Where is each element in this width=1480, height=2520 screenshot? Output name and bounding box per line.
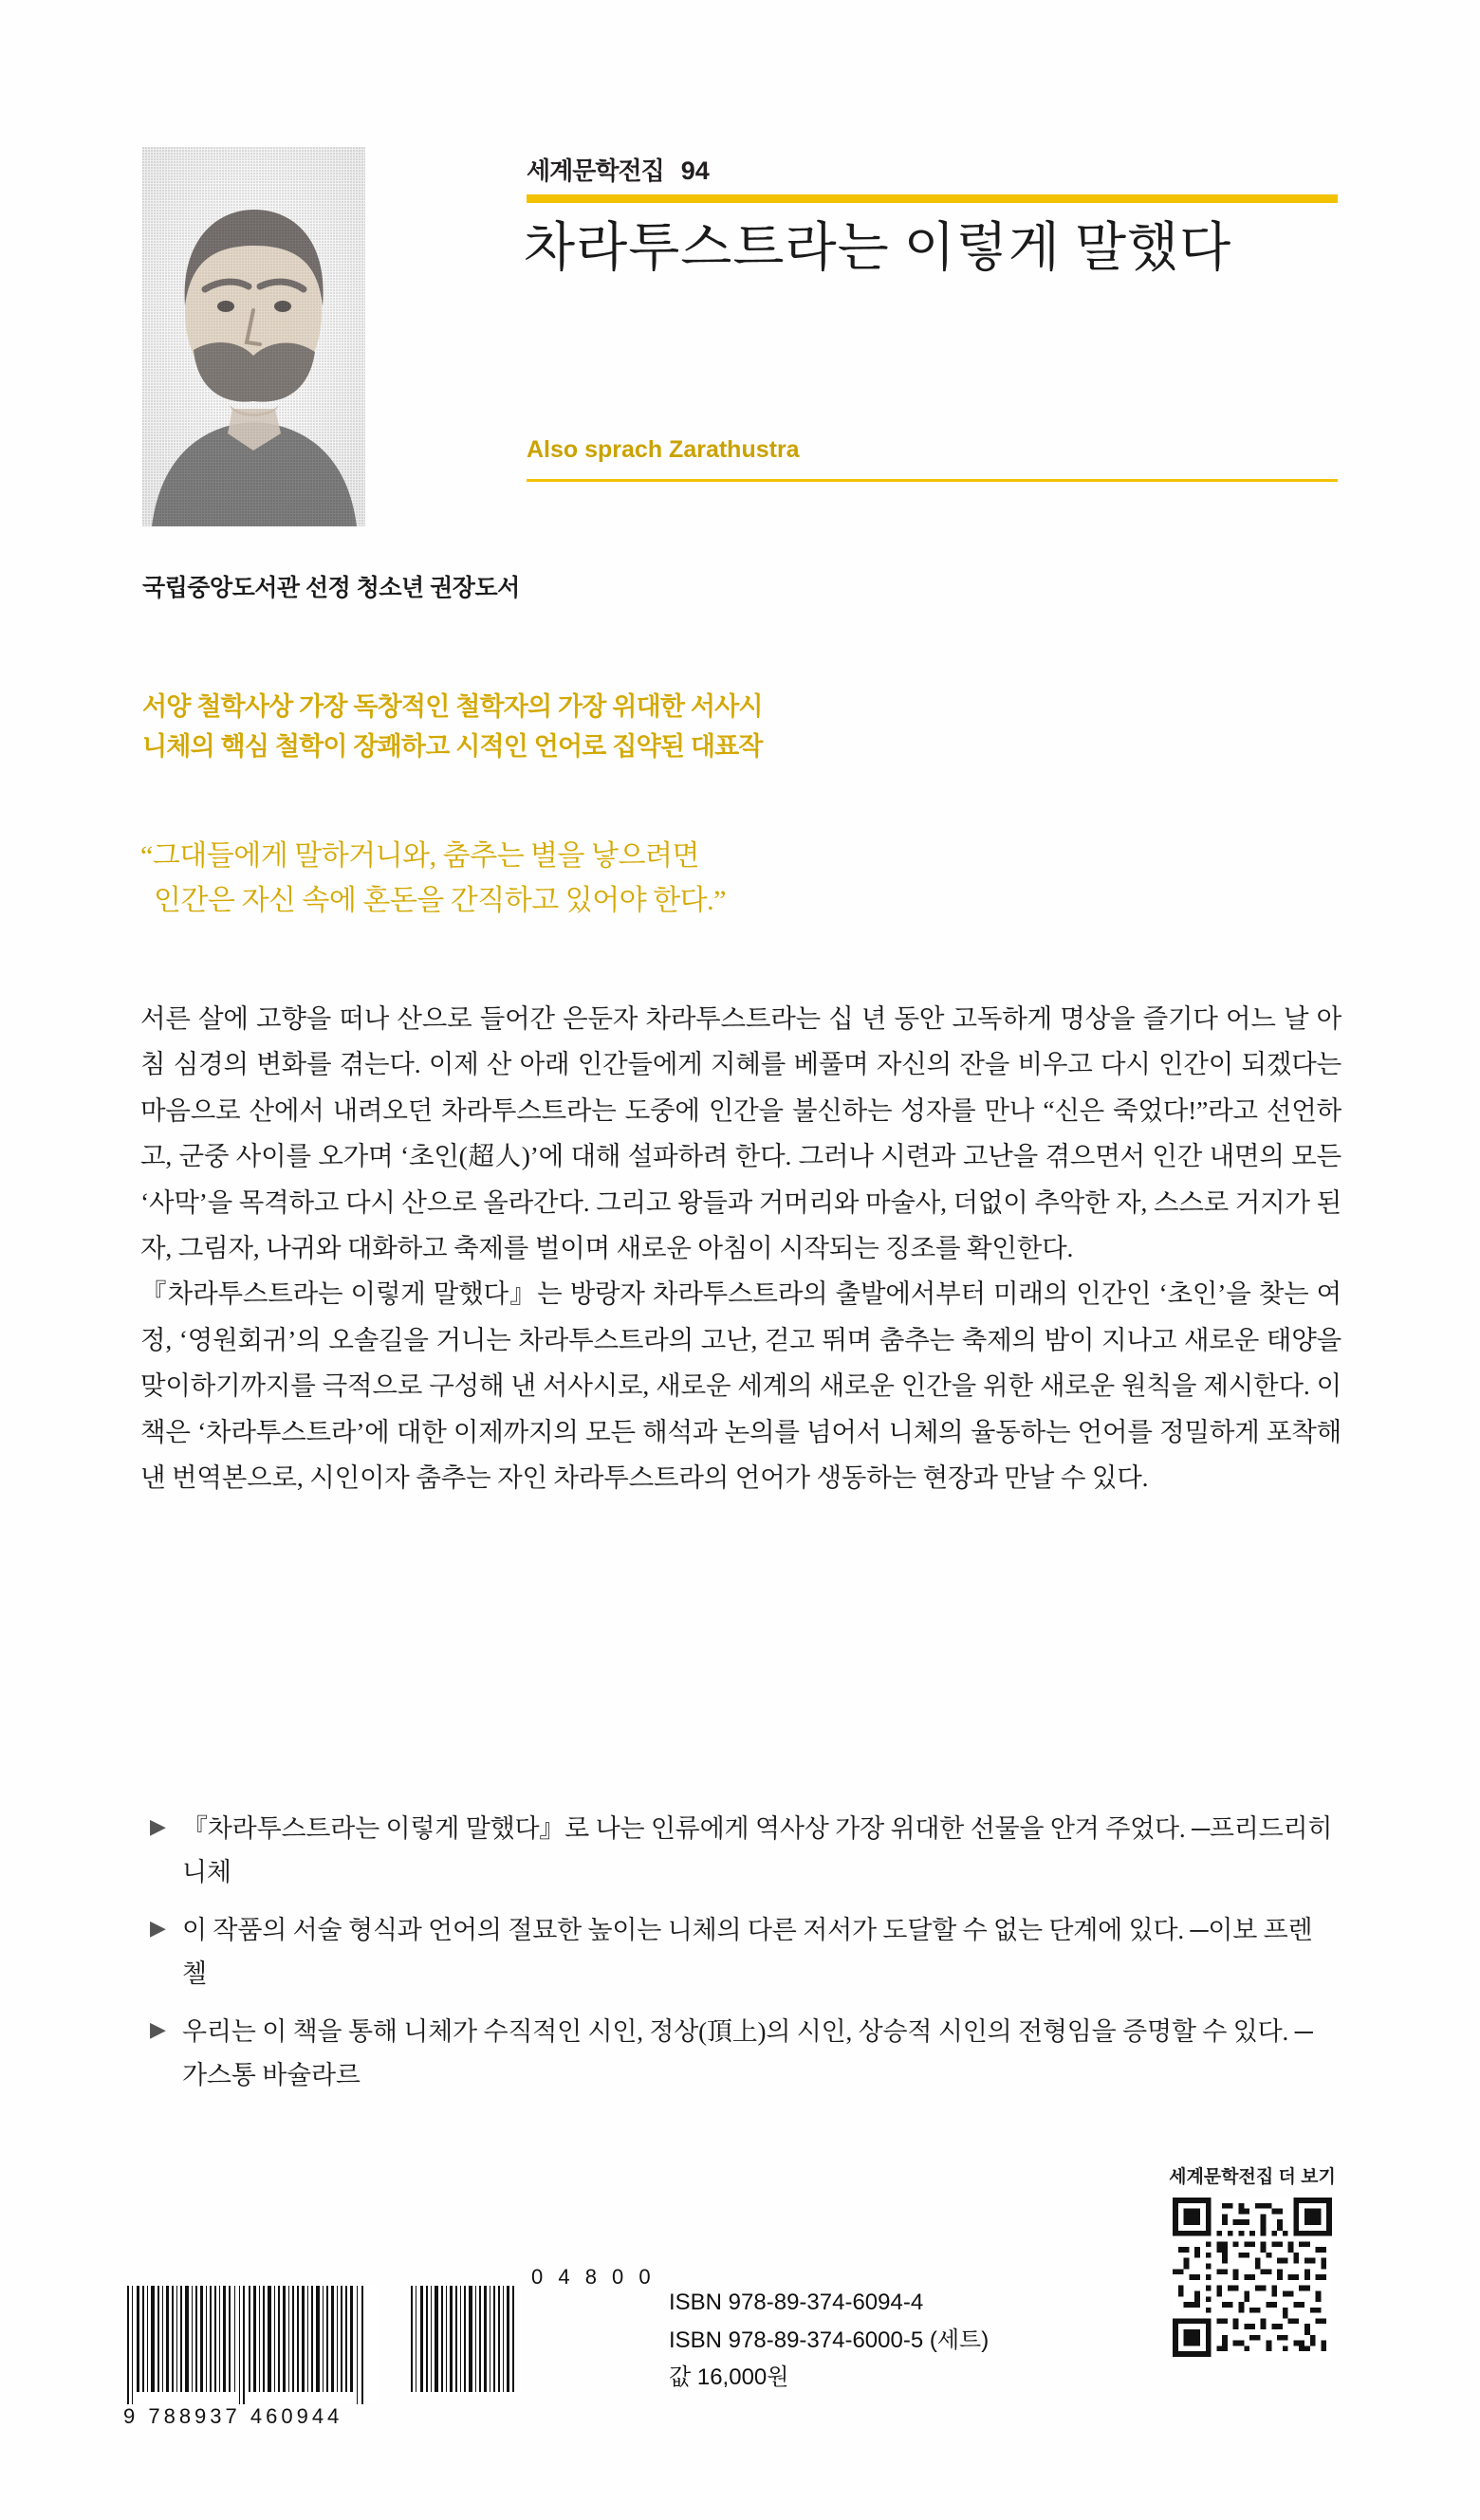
list-item	[150, 1807, 1336, 1895]
triangle-bullet-icon: ▶	[150, 1915, 166, 1940]
list-item	[150, 2010, 1336, 2098]
book-title: 차라투스트라는 이렇게 말했다	[524, 219, 1232, 278]
qr-code-icon[interactable]	[1173, 2198, 1332, 2357]
accent-rule-thick	[527, 194, 1338, 203]
tagline-2: 니체의 핵심 철학이 장쾌하고 시적인 언어로 집약된 대표작	[142, 731, 763, 761]
pull-quote	[140, 835, 1336, 923]
isbn-set: ISBN 978-89-374-6000-5 (세트)	[669, 2327, 990, 2353]
synopsis-paragraph-1: 서른 살에 고향을 떠나 산으로 들어간 은둔자 차라투스트라는 십 년 동안 고독하게 명상을 즐기다 어느 날 아침 심경의 변화를 겪는다. 이제 산 아래 인간들에게 지혜를 베풀며 자신의 잔을 비우고 다시 인간이 되겠다는 마음으로 산에서 내려오던 차라투스트라는 도중에 인간을 불신하는 성자를 만나 “신은 죽었다!”라고 선언하고, 군중 사이를 오가며 ‘초인(超人)’에 대해 설파하려 한다. 그러나 시련과 고난을 겪으면서 인간 내면의 모든 ‘사막’을 목격하고 다시 산으로 올라간다. 그리고 왕들과 거머리와 마술사, 더없이 추악한 자, 스스로 거지가 된 자, 그림자, 나귀와 대화하고 축제를 벌이며 새로운 아침이 시작되는 징조를 확인한다.	[140, 1003, 1341, 1262]
barcode-ean-digits: 9 788937 460944	[123, 2404, 343, 2428]
tagline-1: 서양 철학사상 가장 독창적인 철학자의 가장 위대한 서사시	[142, 692, 763, 721]
taglines	[142, 688, 1338, 767]
pull-quote-line-1: “그대들에게 말하거니와, 춤추는 별을 낳으려면	[140, 840, 699, 872]
blurb-text: 이 작품의 서술 형식과 언어의 절묘한 높이는 니체의 다른 저서가 도달할 수 없는 단계에 있다. ─이보 프렌첼	[182, 1915, 1313, 1989]
recommendation-line: 국립중앙도서관 선정 청소년 권장도서	[142, 575, 520, 601]
qr-block	[1167, 2162, 1338, 2357]
ean-addon-barcode	[408, 2286, 522, 2395]
original-title: Also sprach Zarathustra	[527, 436, 800, 463]
synopsis-paragraph-2: 『차라투스트라는 이렇게 말했다』는 방랑자 차라투스트라의 출발에서부터 미래의 인간인 ‘초인’을 찾는 여정, ‘영원회귀’의 오솔길을 거니는 차라투스트라의 고난, 걷고 뛰며 춤추는 축제의 밤이 지나고 새로운 태양을 맞이하기까지를 극적으로 구성해 낸 서사시로, 새로운 세계의 새로운 인간을 위한 새로운 원칙을 제시한다. 이 책은 ‘차라투스트라’에 대한 이제까지의 모든 해석과 논의를 넘어서 니체의 율동하는 언어를 정밀하게 포착해 낸 번역본으로, 시인이자 춤추는 자인 차라투스트라의 언어가 생동하는 현장과 만날 수 있다.	[140, 1278, 1341, 1492]
ean-barcode	[123, 2286, 379, 2404]
author-portrait	[142, 147, 365, 526]
blurb-text: 우리는 이 책을 통해 니체가 수직적인 시인, 정상(頂上)의 시인, 상승적 시인의 전형임을 증명할 수 있다. ─가스통 바슐라르	[182, 2016, 1313, 2090]
list-item	[150, 1908, 1336, 1996]
series-name: 세계문학전집	[527, 156, 664, 185]
isbn-primary: ISBN 978-89-374-6094-4	[669, 2290, 924, 2315]
isbn-block	[669, 2284, 989, 2397]
blurb-text: 『차라투스트라는 이렇게 말했다』로 나는 인류에게 역사상 가장 위대한 선물을 안겨 주었다. ─프리드리히 니체	[182, 1814, 1333, 1887]
triangle-bullet-icon: ▶	[150, 2016, 166, 2041]
cover-header	[142, 142, 1338, 550]
series-line	[527, 152, 1338, 187]
blurb-list	[150, 1807, 1336, 2111]
synopsis	[140, 996, 1341, 1500]
accent-rule-thin	[527, 479, 1338, 482]
barcode-footer	[123, 2265, 1072, 2437]
triangle-bullet-icon: ▶	[150, 1814, 166, 1838]
barcode-addon-digits: 0 4 8 0 0	[531, 2265, 656, 2289]
series-number: 94	[680, 156, 710, 185]
pull-quote-line-2: 인간은 자신 속에 혼돈을 간직하고 있어야 한다.”	[154, 884, 726, 916]
qr-caption: 세계문학전집 더 보기	[1169, 2167, 1336, 2187]
price: 값 16,000원	[669, 2364, 789, 2391]
portrait-illustration	[142, 147, 365, 526]
